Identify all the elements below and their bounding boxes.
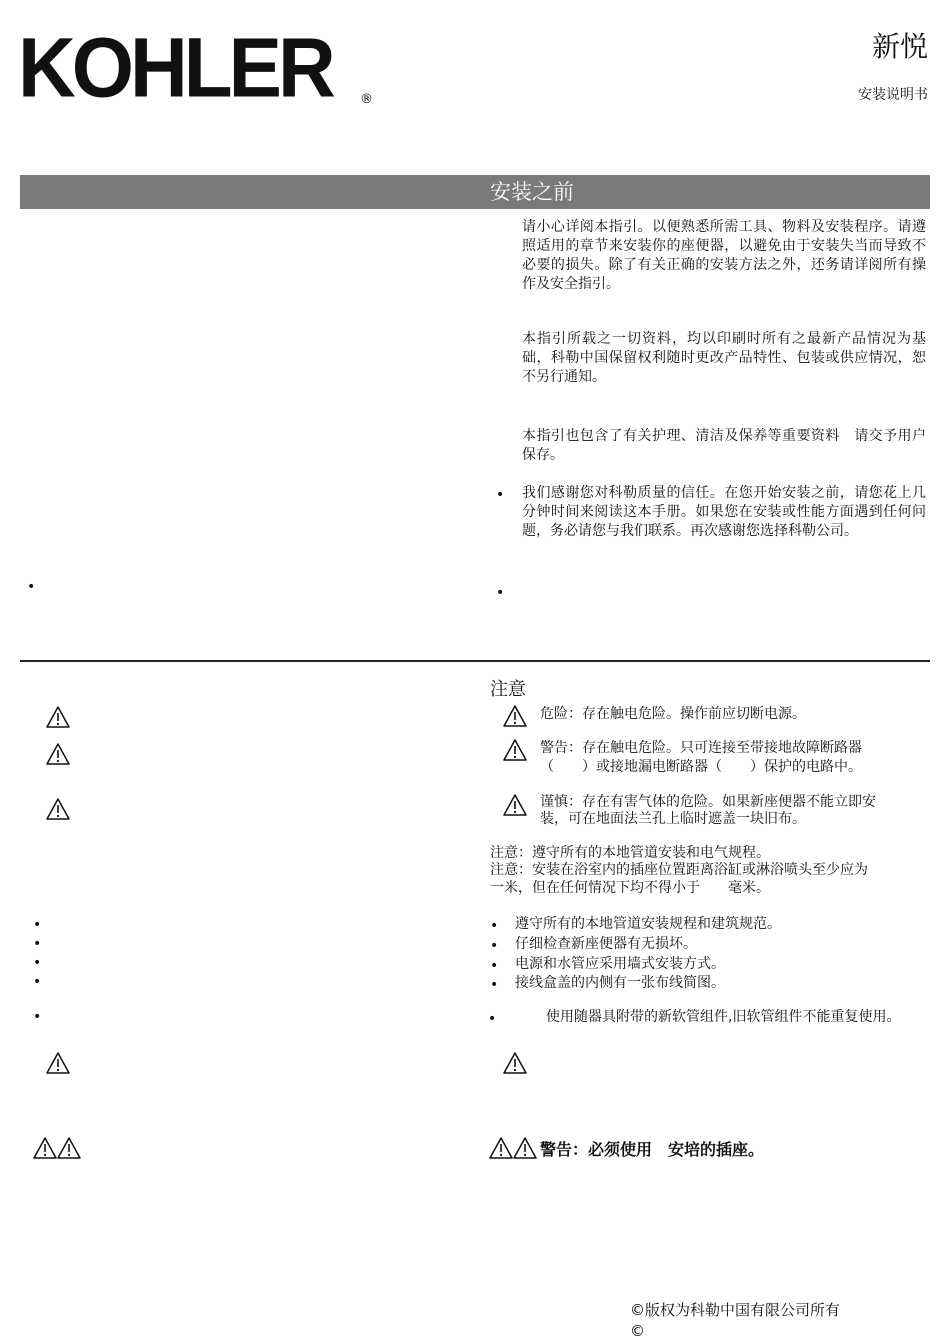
- list-item: 仔细检查新座便器有无损坏。: [515, 936, 697, 952]
- danger-text: 危险：存在触电危险。操作前应切断电源。: [540, 706, 806, 722]
- list-item: 接线盒盖的内侧有一张布线简图。: [515, 975, 725, 991]
- caution-text-line-2: 装，可在地面法兰孔上临时遮盖一块旧布。: [540, 811, 806, 827]
- bullet-dot: •: [496, 585, 505, 601]
- section-title: 安装之前: [490, 180, 574, 204]
- double-warning-triangle-icon: [489, 1136, 539, 1160]
- bullet-dot: •: [496, 487, 505, 503]
- intro-paragraph-1: 请小心详阅本指引。以便熟悉所需工具、物料及安装程序。请遵照适用的章节来安装你的座便器，以避免由于安装失当而导致不必要的损失。除了有关正确的安装方法之外，还务请详阅所有操作及安全指引。: [522, 219, 926, 292]
- list-item: 遵守所有的本地管道安装规程和建筑规范。: [515, 916, 781, 932]
- warning-triangle-icon: [45, 705, 71, 729]
- copyright-line: [630, 1300, 840, 1320]
- warning-triangle-icon: [502, 793, 528, 817]
- document-type: 安装说明书: [858, 87, 928, 103]
- kohler-logo: KOHLER: [18, 20, 332, 115]
- section-banner: [20, 175, 930, 209]
- intro-paragraph-3: 本指引也包含了有关护理、清洁及保养等重要资料 请交予用户保存。: [522, 428, 926, 463]
- bullet-dot: •: [488, 1011, 497, 1027]
- caution-text-line-1: 谨慎：存在有害气体的危险。如果新座便器不能立即安: [540, 794, 876, 810]
- list-item: 电源和水管应采用墙式安装方式。: [515, 956, 725, 972]
- warning-triangle-icon: [502, 1051, 528, 1075]
- bullet-dot: •: [33, 974, 42, 990]
- copyright-symbol: ©: [630, 1301, 645, 1319]
- warning-text-line-2: （ ）或接地漏电断路器（ ）保护的电路中。: [540, 759, 862, 775]
- note-outlet-line-1: 注意：安装在浴室内的插座位置距离浴缸或淋浴喷头至少应为: [490, 862, 868, 878]
- product-name: 新悦: [871, 30, 928, 63]
- bullet-dot: •: [33, 1009, 42, 1025]
- double-warning-triangle-icon: [33, 1136, 83, 1160]
- note-outlet-line-2: 一米，但在任何情况下均不得小于 毫米。: [490, 880, 770, 896]
- notes-heading: 注意: [490, 679, 526, 700]
- warning-triangle-icon: [45, 1051, 71, 1075]
- bullet-dot: •: [33, 936, 42, 952]
- intro-paragraph-2: 本指引所载之一切资料，均以印刷时所有之最新产品情况为基础，科勒中国保留权利随时更改产品特性、包装或供应情况，恕不另行通知。: [522, 331, 926, 385]
- warning-text-line-1: 警告：存在触电危险。只可连接至带接地故障断路器: [540, 740, 862, 756]
- warning-triangle-icon: [502, 704, 528, 728]
- registered-mark: ®: [360, 92, 373, 107]
- hose-note: 使用随器具附带的新软管组件,旧软管组件不能重复使用。: [546, 1009, 901, 1025]
- bullet-dot: •: [490, 938, 499, 954]
- warning-triangle-icon: [45, 797, 71, 821]
- copyright-text: 版权为科勒中国有限公司所有: [645, 1301, 841, 1319]
- bullet-dot: •: [33, 955, 42, 971]
- bullet-dot: •: [490, 958, 499, 974]
- bullet-dot: •: [490, 918, 499, 934]
- copyright-symbol-second: ©: [630, 1322, 645, 1340]
- outlet-warning: 警告：必须使用 安培的插座。: [540, 1140, 765, 1159]
- warning-triangle-icon: [502, 738, 528, 762]
- section-divider: [20, 660, 930, 662]
- bullet-dot: •: [33, 917, 42, 933]
- bullet-dot: •: [490, 977, 499, 993]
- note-codes: 注意：遵守所有的本地管道安装和电气规程。: [490, 845, 770, 861]
- warning-triangle-icon: [45, 742, 71, 766]
- bullet-dot: •: [27, 579, 36, 595]
- intro-paragraph-4: 我们感谢您对科勒质量的信任。在您开始安装之前，请您花上几分钟时间来阅读这本手册。如果您在安装或性能方面遇到任何问题，务必请您与我们联系。再次感谢您选择科勒公司。: [522, 485, 926, 539]
